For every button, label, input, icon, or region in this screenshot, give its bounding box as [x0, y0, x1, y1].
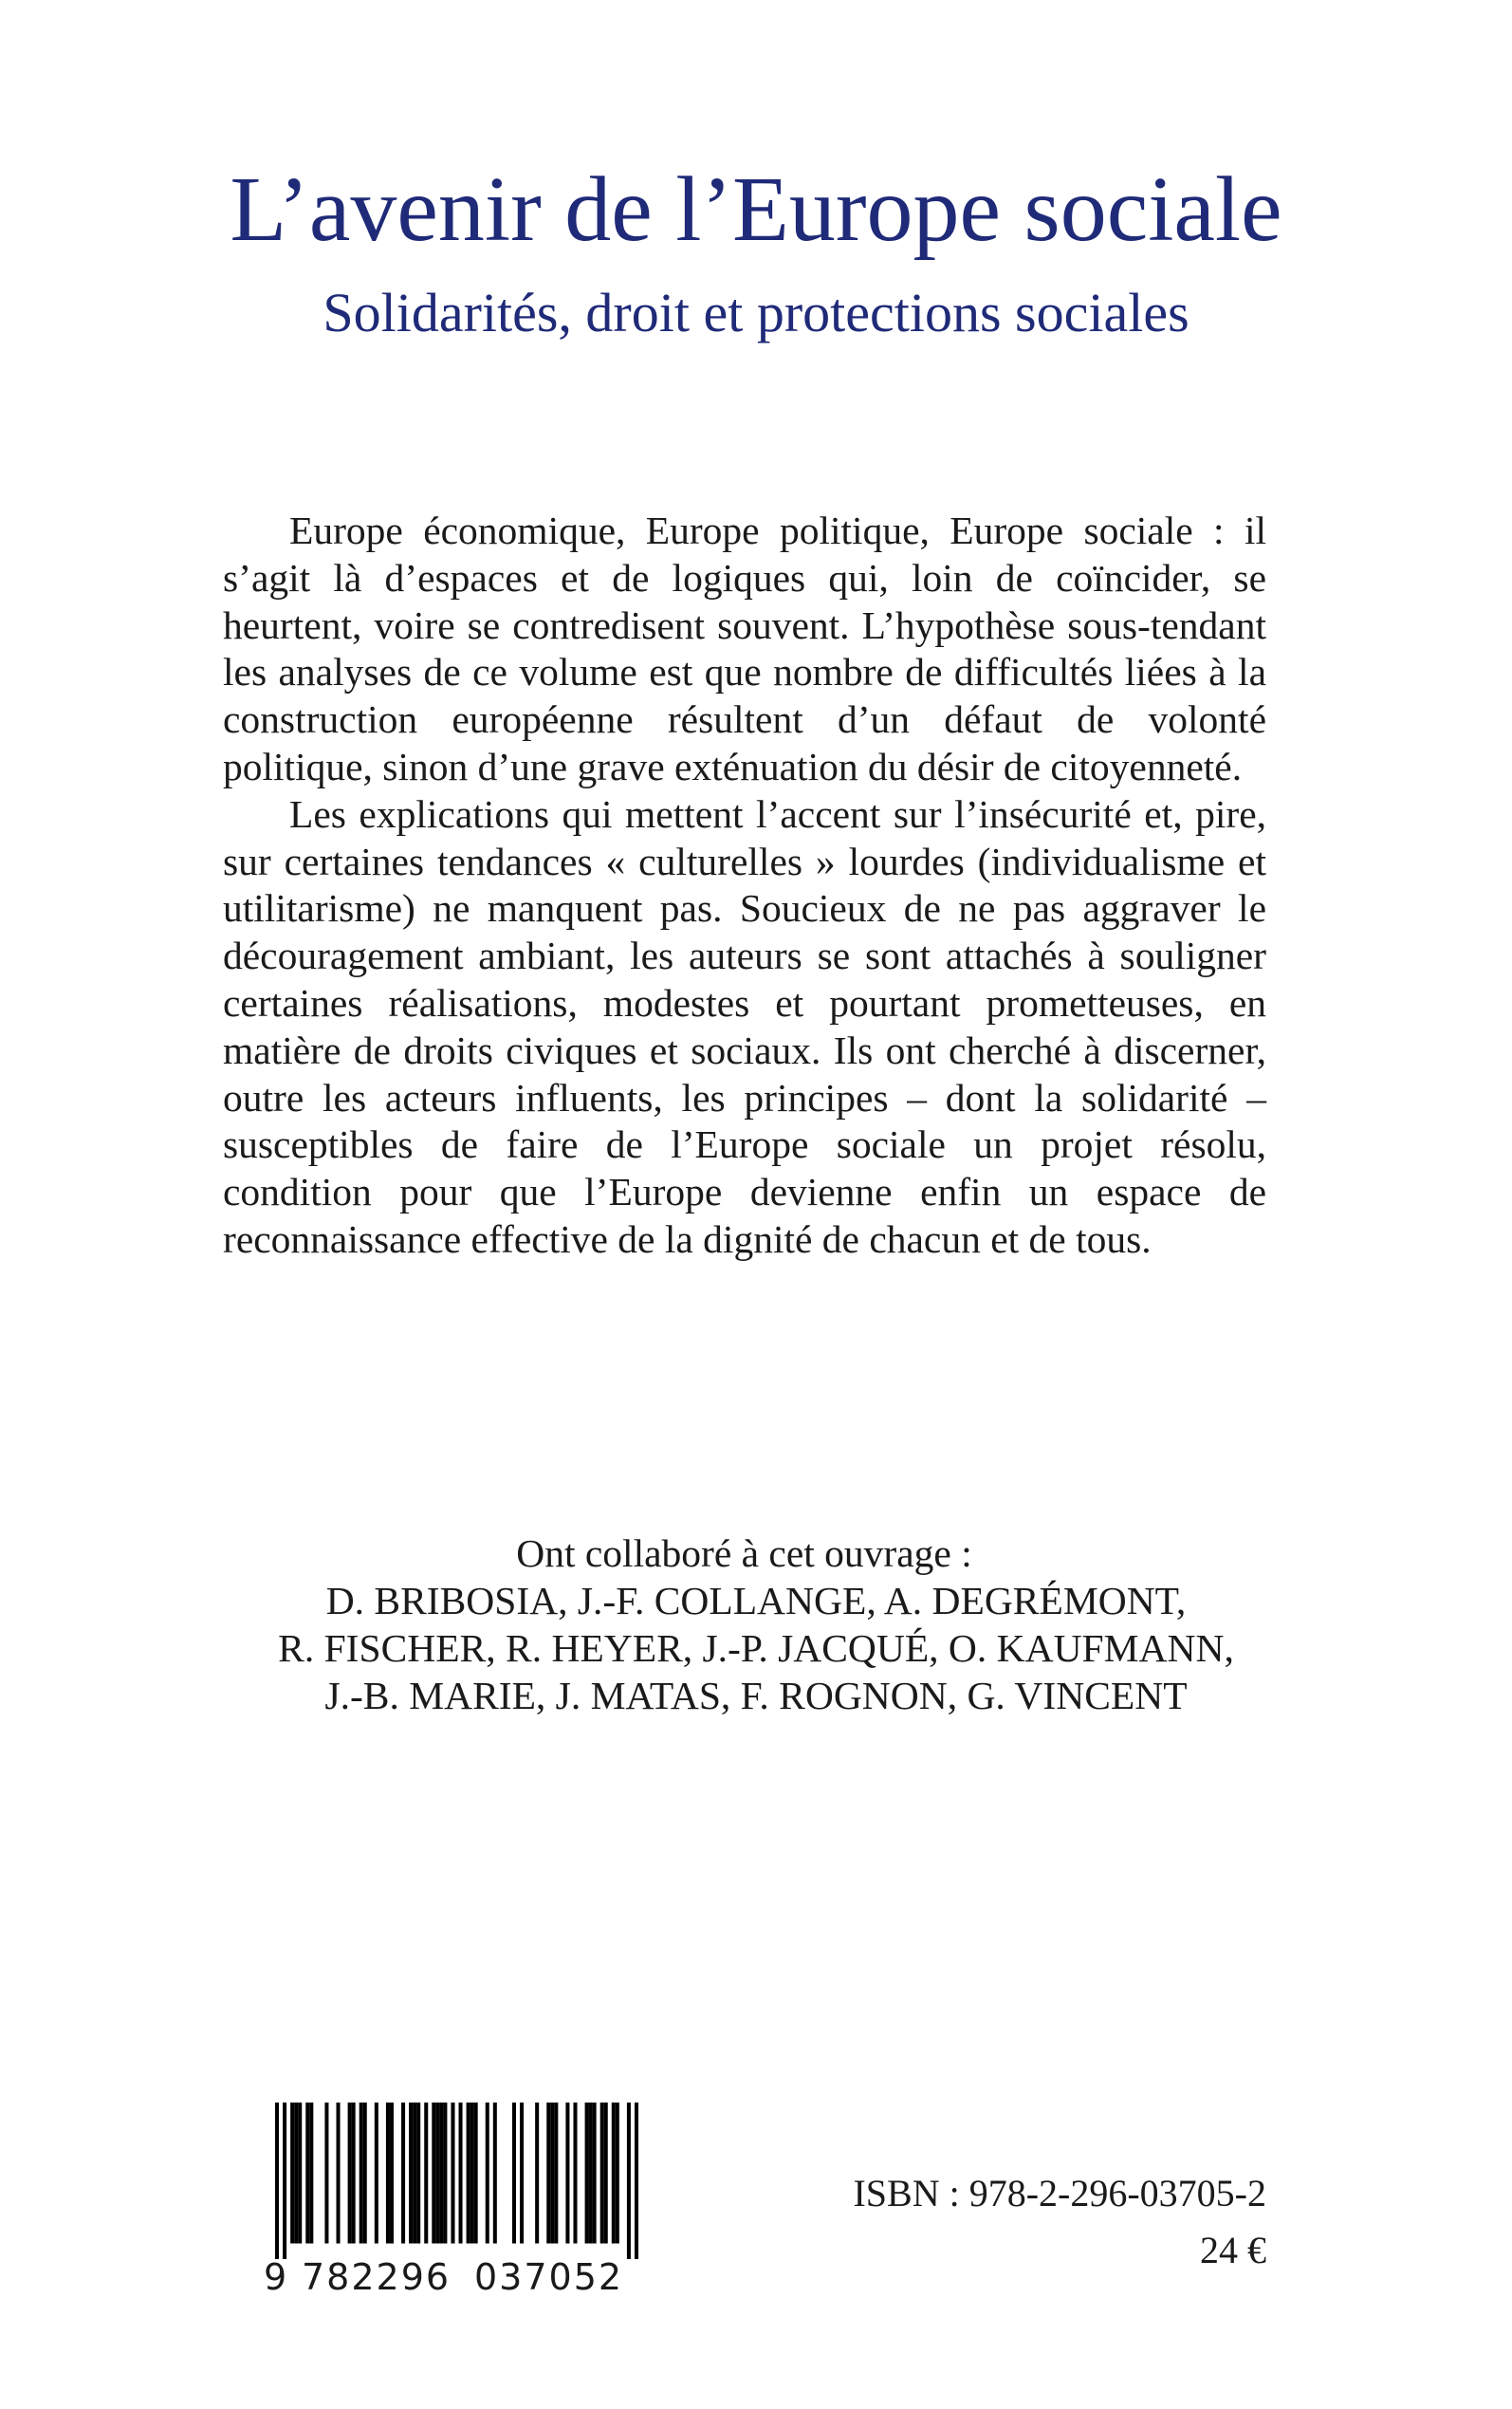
- barcode-bar: [309, 2103, 313, 2244]
- contributors-block: [0, 1529, 1512, 1719]
- barcode-bar: [573, 2103, 577, 2244]
- barcode-bar: [520, 2103, 524, 2244]
- barcode-bar: [612, 2103, 616, 2244]
- barcode-bar: [565, 2103, 569, 2244]
- barcode-left-group: 782296: [302, 2256, 452, 2298]
- barcode-bar: [324, 2103, 328, 2244]
- barcode-bar: [451, 2103, 454, 2244]
- barcode-bar: [416, 2103, 420, 2244]
- barcode-bar: [275, 2103, 279, 2259]
- barcode-bar: [604, 2103, 608, 2244]
- barcode-bar: [459, 2103, 463, 2244]
- barcode-bar: [546, 2103, 550, 2244]
- barcode-bar: [589, 2103, 593, 2244]
- contributors-intro: Ont collaboré à cet ouvrage :: [516, 1531, 972, 1575]
- barcode-bars: [275, 2103, 638, 2259]
- barcode-bar: [424, 2103, 428, 2244]
- barcode-bar: [386, 2103, 390, 2244]
- barcode-bar: [348, 2103, 352, 2244]
- barcode-bar: [470, 2103, 474, 2244]
- price-label: 24 €: [1200, 2229, 1266, 2271]
- barcode-bar: [413, 2103, 416, 2244]
- barcode-bar: [593, 2103, 597, 2244]
- summary-text: [223, 508, 1266, 1264]
- barcode-bar: [290, 2103, 294, 2244]
- barcode-bar: [585, 2103, 589, 2244]
- barcode-bar: [493, 2103, 497, 2244]
- contributors-line-1: D. BRIBOSIA, J.-F. COLLANGE, A. DEGRÉMONT,: [325, 1579, 1187, 1622]
- barcode-bar: [298, 2103, 302, 2244]
- barcode-bar: [375, 2103, 378, 2244]
- summary-paragraph-1: Europe économique, Europe politique, Europe sociale : il s’agit là d’espaces et de logiques qui, loin de coïncider, se heurtent, voire se contredisent souvent. L’hypothèse sous-tendant les analyses de ce volume est que nombre de difficultés liées à la construction européenne résultent d’un défaut de volonté politique, sinon d’une grave exténuation du désir de citoyenneté.: [223, 509, 1266, 788]
- barcode-bar: [352, 2103, 356, 2244]
- barcode-bar: [283, 2103, 286, 2259]
- barcode-bar: [432, 2103, 435, 2244]
- contributors-line-3: J.-B. MARIE, J. MATAS, F. ROGNON, G. VINCENT: [324, 1674, 1188, 1717]
- barcode-bar: [554, 2103, 558, 2244]
- barcode-right-group: 037052: [474, 2256, 624, 2298]
- barcode-bar: [600, 2103, 604, 2244]
- book-subtitle: Solidarités, droit et protections sociales: [323, 282, 1189, 343]
- barcode-bar: [635, 2103, 638, 2259]
- isbn-label: ISBN : 978-2-296-03705-2: [853, 2172, 1266, 2214]
- barcode-bar: [390, 2103, 394, 2244]
- barcode: [264, 2103, 638, 2298]
- barcode-bar: [294, 2103, 298, 2244]
- barcode-bar: [435, 2103, 439, 2244]
- barcode-bar: [409, 2103, 413, 2244]
- barcode-bar: [360, 2103, 363, 2244]
- barcode-bar: [512, 2103, 516, 2244]
- barcode-bar: [401, 2103, 405, 2244]
- barcode-bar: [337, 2103, 341, 2244]
- summary-paragraph-2: Les explications qui mettent l’accent sur l’insécurité et, pire, sur certaines tendances « culturelles » lourdes (individualisme et utilitarisme) ne manquent pas. Soucieux de ne pas aggraver le découragement ambiant, les auteurs se sont attachés à souligner certaines réalisations, modestes et pourtant prometteuses, en matière de droits civiques et sociaux. Ils ont cherché à discerner, outre les acteurs influents, les principes – dont la solidarité – susceptibles de faire de l’Europe sociale un projet résolu, condition pour que l’Europe devienne enfin un espace de reconnaissance effective de la dignité de chacun et de tous.: [223, 791, 1266, 1261]
- barcode-bar: [305, 2103, 309, 2244]
- book-title: L’avenir de l’Europe sociale: [230, 158, 1282, 261]
- barcode-bar: [486, 2103, 489, 2244]
- barcode-bar: [467, 2103, 470, 2244]
- barcode-first-digit: 9: [264, 2256, 289, 2298]
- barcode-bar: [535, 2103, 539, 2244]
- barcode-bar: [443, 2103, 447, 2244]
- barcode-bar: [363, 2103, 367, 2244]
- barcode-bar: [474, 2103, 478, 2244]
- barcode-bar: [616, 2103, 619, 2244]
- contributors-line-2: R. FISCHER, R. HEYER, J.-P. JACQUÉ, O. KAUFMANN,: [278, 1626, 1234, 1670]
- barcode-bar: [627, 2103, 631, 2259]
- barcode-bar: [550, 2103, 554, 2244]
- barcode-bar: [439, 2103, 443, 2244]
